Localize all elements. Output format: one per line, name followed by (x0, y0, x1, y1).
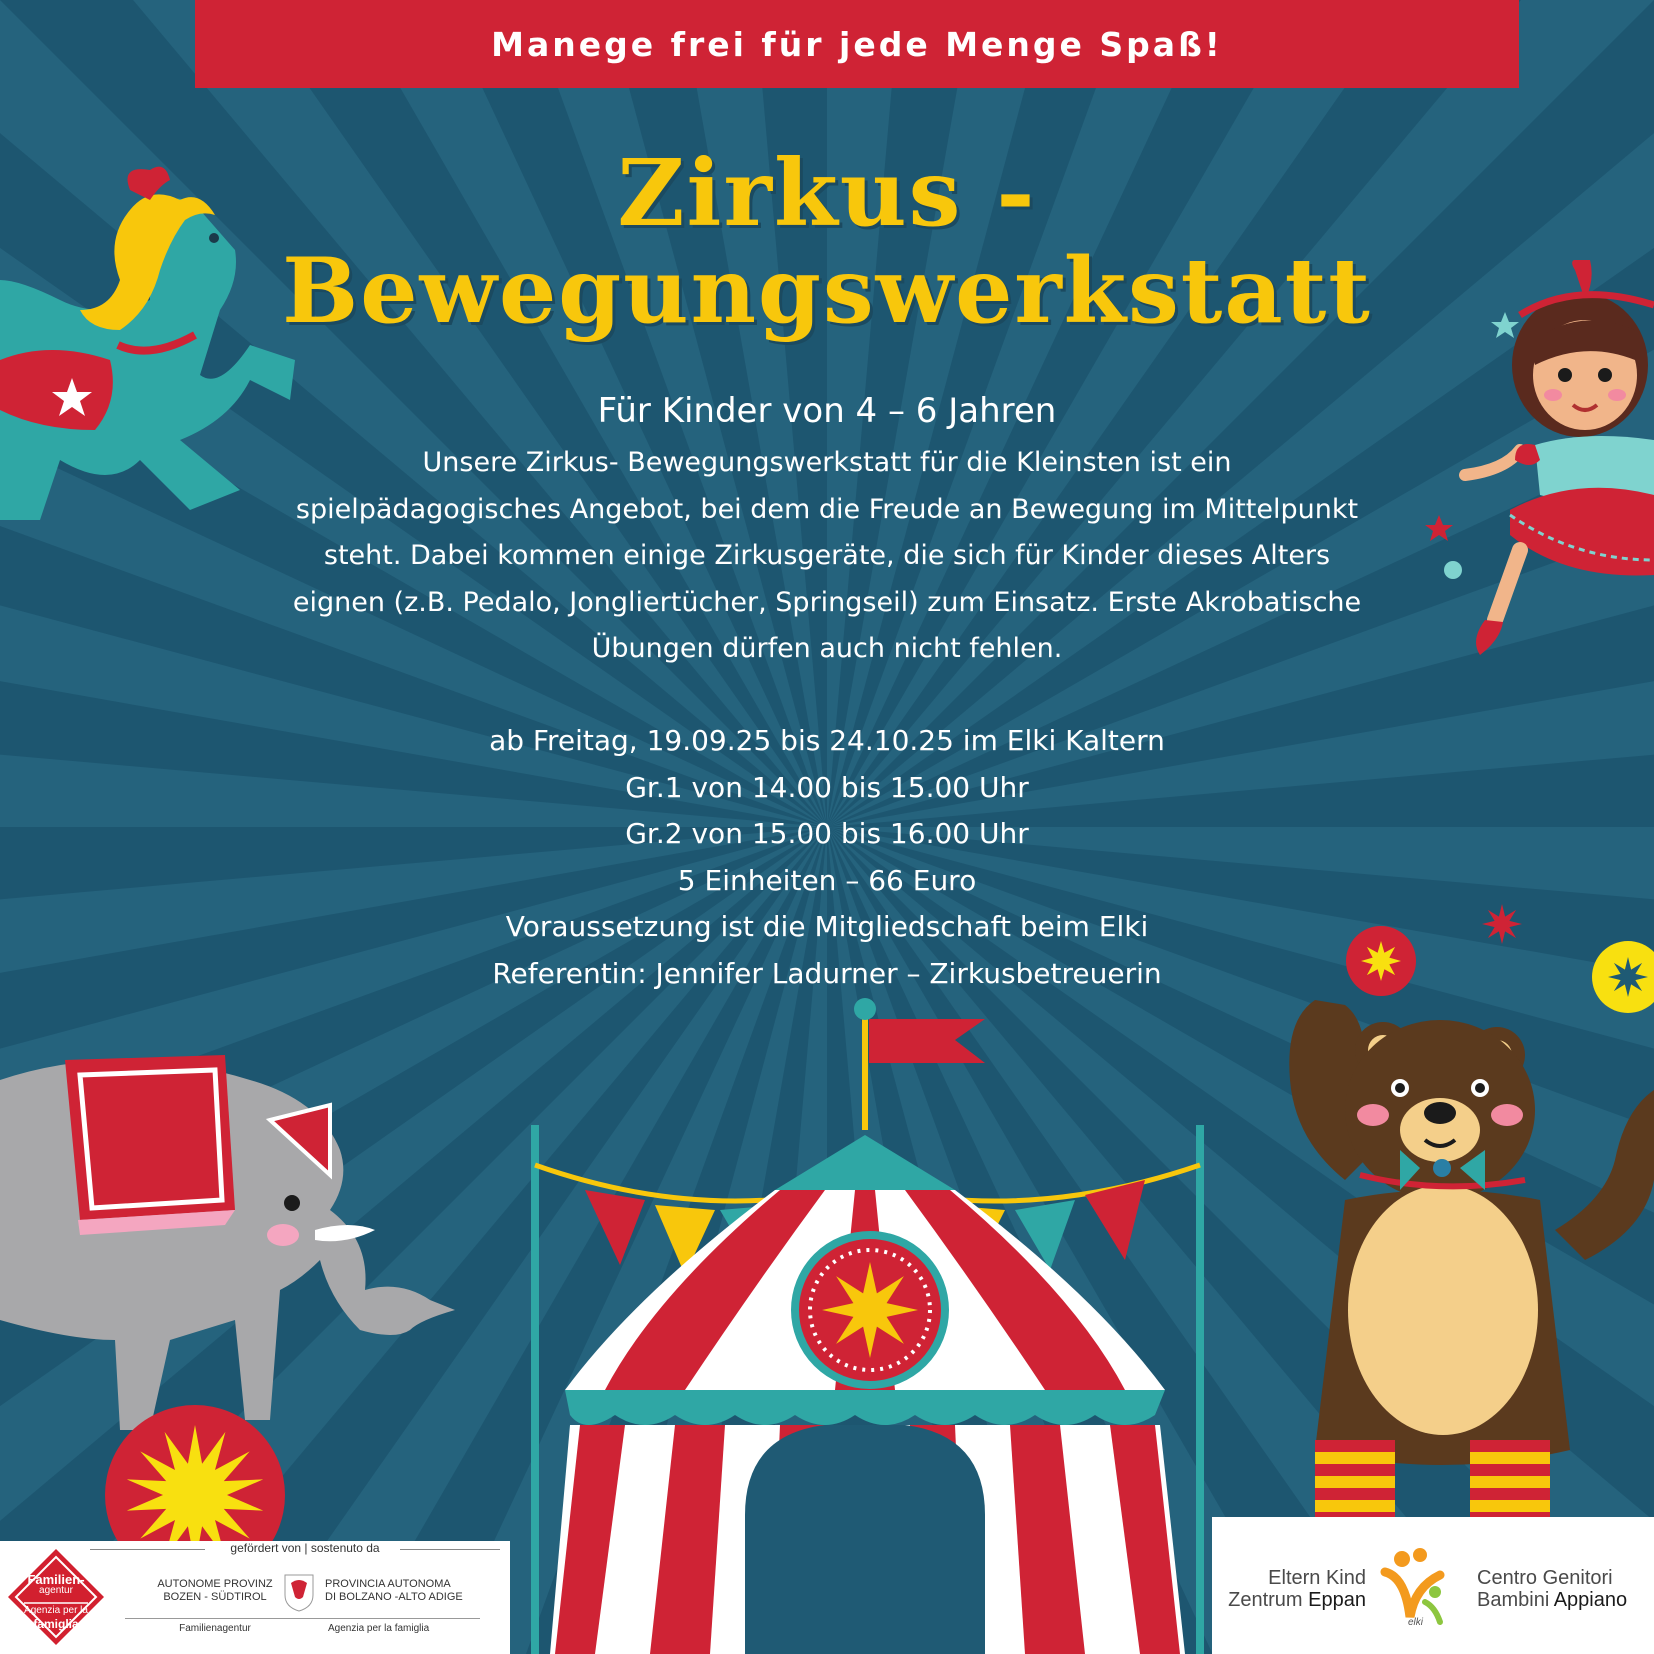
star-ball-icon (105, 1405, 285, 1555)
coat-of-arms-icon (283, 1573, 315, 1613)
badge-line-3: Agenzia per la (24, 1605, 88, 1616)
province-it-line-1: PROVINCIA AUTONOMA (325, 1578, 451, 1590)
partner-it-line-2 (1477, 1589, 1627, 1611)
sponsor-rule (125, 1618, 480, 1619)
horse-illustration (0, 160, 310, 520)
familienagentur-badge (6, 1547, 106, 1647)
age-subtitle: Für Kinder von 4 – 6 Jahren (597, 391, 1057, 431)
sponsor-divider (90, 1549, 205, 1550)
description-line: spielpädagogisches Angebot, bei dem die Freude an Bewegung im Mittelpunkt (295, 493, 1359, 525)
province-it-line-2: DI BOLZANO -ALTO ADIGE (325, 1591, 463, 1603)
page-title-line-2: Bewegungswerkstatt (282, 238, 1372, 344)
elki-logo-icon (1380, 1547, 1450, 1627)
sponsor-divider (400, 1549, 500, 1550)
star-ball-icon (1588, 940, 1654, 1014)
sparkle-icon (1480, 902, 1524, 946)
badge-line-1: Familien- (27, 1572, 85, 1587)
info-membership: Voraussetzung ist die Mitgliedschaft beim Elki (505, 910, 1149, 943)
partner-de-town: Eppan (1308, 1589, 1366, 1611)
top-banner (195, 0, 1519, 88)
partner-de-line-2 (1228, 1589, 1366, 1611)
elki-logo-text: elki (1408, 1617, 1424, 1627)
partner-box (1212, 1517, 1654, 1654)
province-de-line-3: Familienagentur (179, 1623, 251, 1634)
info-dates: ab Freitag, 19.09.25 bis 24.10.25 im Elki Kaltern (489, 724, 1165, 757)
partner-de-line-1: Eltern Kind (1268, 1567, 1366, 1589)
info-group-2: Gr.2 von 15.00 bis 16.00 Uhr (625, 817, 1029, 850)
info-group-1: Gr.1 von 14.00 bis 15.00 Uhr (625, 770, 1029, 804)
sponsor-header: gefördert von | sostenuto da (230, 1541, 380, 1555)
partner-de-zentrum: Zentrum (1228, 1589, 1309, 1611)
partner-it-bambini: Bambini (1477, 1589, 1554, 1611)
partner-it-town: Appiano (1553, 1589, 1628, 1611)
banner-text: Manege frei für jede Menge Spaß! (491, 24, 1223, 64)
acrobat-girl-illustration (1425, 260, 1654, 700)
description-line: Übungen dürfen auch nicht fehlen. (591, 633, 1063, 664)
bear-illustration (1285, 1000, 1654, 1520)
info-instructor: Referentin: Jennifer Ladurner – Zirkusbetreuerin (492, 956, 1162, 990)
sponsor-box (0, 1541, 510, 1654)
info-price: 5 Einheiten – 66 Euro (677, 863, 977, 897)
description-line: eignen (z.B. Pedalo, Jongliertücher, Springseil) zum Einsatz. Erste Akrobatische (292, 586, 1362, 618)
event-info (330, 718, 1324, 997)
partner-it-line-1: Centro Genitori (1477, 1567, 1613, 1589)
star-ball-icon (1345, 925, 1417, 997)
province-it-line-3: Agenzia per la famiglia (328, 1623, 430, 1634)
badge-line-4: famiglia (33, 1617, 79, 1631)
page-title-line-1: Zirkus - (617, 139, 1037, 247)
circus-tent-illustration (525, 995, 1215, 1654)
province-de-line-1: AUTONOME PROVINZ (157, 1578, 273, 1590)
province-de-line-2: BOZEN - SÜDTIROL (163, 1591, 267, 1603)
description (228, 440, 1426, 673)
badge-line-2: agentur (39, 1585, 73, 1596)
description-line: Unsere Zirkus- Bewegungswerkstatt für die Kleinsten ist ein (422, 447, 1232, 478)
description-line: steht. Dabei kommen einige Zirkusgeräte, die sich für Kinder dieses Alters (323, 540, 1331, 571)
